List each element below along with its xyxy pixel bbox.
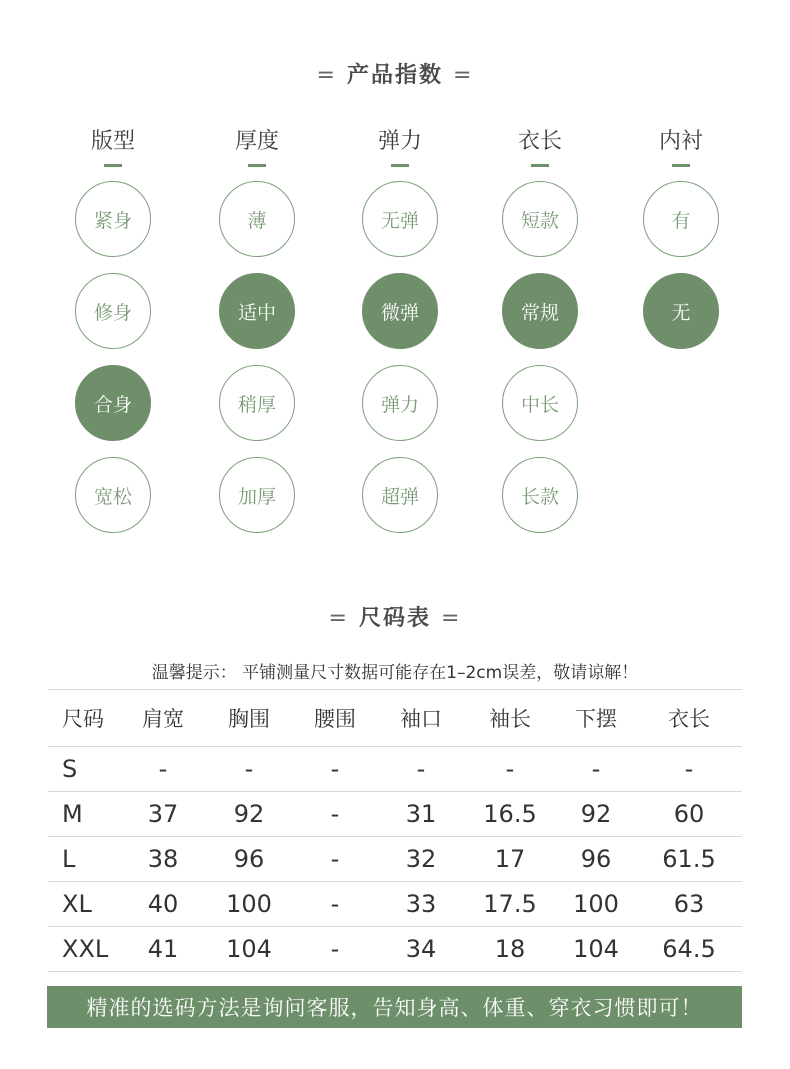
- measurement-cell: 38: [120, 837, 206, 882]
- measurement-cell: -: [292, 927, 378, 972]
- header-length: 衣长: [636, 690, 742, 747]
- measurement-cell: 92: [206, 792, 292, 837]
- size-label-cell: XXL: [48, 927, 120, 972]
- index-header-label: 衣长: [517, 129, 562, 154]
- measurement-cell: -: [292, 792, 378, 837]
- measurement-cell: -: [292, 837, 378, 882]
- index-option-elasticity: 微弹: [362, 273, 438, 349]
- index-header-label: 版型: [90, 129, 135, 154]
- measurement-cell: -: [556, 747, 636, 792]
- measurement-cell: -: [378, 747, 464, 792]
- header-underline: [104, 164, 122, 167]
- size-chart-title-text: 尺码表: [358, 606, 431, 631]
- product-index-title-text: 产品指数: [346, 63, 443, 88]
- index-header-length: [470, 124, 610, 167]
- index-option-fit: 合身: [75, 365, 151, 441]
- measurement-cell: 18: [464, 927, 556, 972]
- table-row: [48, 837, 742, 882]
- measurement-cell: -: [292, 747, 378, 792]
- table-row: [48, 927, 742, 972]
- size-label-cell: M: [48, 792, 120, 837]
- measurement-cell: 32: [378, 837, 464, 882]
- measurement-cell: -: [636, 747, 742, 792]
- index-option-thickness: 稍厚: [219, 365, 295, 441]
- measurement-cell: 17: [464, 837, 556, 882]
- index-header-fit: [43, 124, 183, 167]
- measurement-cell: 37: [120, 792, 206, 837]
- index-option-length: 长款: [502, 457, 578, 533]
- header-sleeve-length: 袖长: [464, 690, 556, 747]
- table-row: [48, 882, 742, 927]
- measurement-cell: 33: [378, 882, 464, 927]
- header-underline: [672, 164, 690, 167]
- header-underline: [391, 164, 409, 167]
- measurement-cell: 60: [636, 792, 742, 837]
- index-header-elasticity: [330, 124, 470, 167]
- measurement-cell: 41: [120, 927, 206, 972]
- title-deco-left: =: [316, 63, 337, 88]
- table-row: [48, 747, 742, 792]
- size-chart-body: [48, 747, 742, 972]
- size-label-cell: L: [48, 837, 120, 882]
- header-waist: 腰围: [292, 690, 378, 747]
- measurement-cell: -: [206, 747, 292, 792]
- measurement-cell: 40: [120, 882, 206, 927]
- header-cuff: 袖口: [378, 690, 464, 747]
- measurement-cell: 17.5: [464, 882, 556, 927]
- measurement-cell: 96: [206, 837, 292, 882]
- index-option-fit: 宽松: [75, 457, 151, 533]
- index-header-label: 内衬: [658, 129, 703, 154]
- header-size: 尺码: [48, 690, 120, 747]
- measurement-cell: 104: [206, 927, 292, 972]
- title-deco-right: =: [453, 63, 474, 88]
- size-chart-title: [0, 601, 790, 632]
- measurement-cell: -: [120, 747, 206, 792]
- header-shoulder: 肩宽: [120, 690, 206, 747]
- index-option-lining: 有: [643, 181, 719, 257]
- index-option-fit: 紧身: [75, 181, 151, 257]
- product-index-title: [0, 58, 790, 89]
- index-option-elasticity: 无弹: [362, 181, 438, 257]
- index-option-elasticity: 弹力: [362, 365, 438, 441]
- header-chest: 胸围: [206, 690, 292, 747]
- index-option-lining: 无: [643, 273, 719, 349]
- footer-banner: 精准的选码方法是询问客服，告知身高、体重、穿衣习惯即可！: [47, 986, 742, 1028]
- header-underline: [531, 164, 549, 167]
- measurement-cell: 92: [556, 792, 636, 837]
- measurement-cell: 100: [206, 882, 292, 927]
- index-header-label: 厚度: [234, 129, 279, 154]
- header-underline: [248, 164, 266, 167]
- index-option-length: 短款: [502, 181, 578, 257]
- size-label-cell: S: [48, 747, 120, 792]
- measurement-tip: 温馨提示： 平铺测量尺寸数据可能存在1–2cm误差，敬请谅解！: [151, 663, 639, 683]
- measurement-cell: 31: [378, 792, 464, 837]
- size-label-cell: XL: [48, 882, 120, 927]
- index-option-thickness: 薄: [219, 181, 295, 257]
- measurement-cell: -: [464, 747, 556, 792]
- measurement-cell: 96: [556, 837, 636, 882]
- size-chart-header-row: [48, 690, 742, 747]
- size-chart-table: [48, 689, 742, 972]
- header-hem: 下摆: [556, 690, 636, 747]
- measurement-cell: -: [292, 882, 378, 927]
- table-row: [48, 792, 742, 837]
- index-header-thickness: [187, 124, 327, 167]
- measurement-cell: 104: [556, 927, 636, 972]
- index-option-length: 中长: [502, 365, 578, 441]
- index-option-length: 常规: [502, 273, 578, 349]
- index-option-elasticity: 超弹: [362, 457, 438, 533]
- measurement-cell: 16.5: [464, 792, 556, 837]
- index-option-thickness: 加厚: [219, 457, 295, 533]
- measurement-cell: 61.5: [636, 837, 742, 882]
- index-header-lining: [611, 124, 751, 167]
- title-deco-left: =: [328, 606, 349, 631]
- measurement-cell: 63: [636, 882, 742, 927]
- measurement-cell: 64.5: [636, 927, 742, 972]
- measurement-cell: 34: [378, 927, 464, 972]
- index-option-thickness: 适中: [219, 273, 295, 349]
- index-header-label: 弹力: [377, 129, 422, 154]
- index-option-fit: 修身: [75, 273, 151, 349]
- measurement-cell: 100: [556, 882, 636, 927]
- title-deco-right: =: [441, 606, 462, 631]
